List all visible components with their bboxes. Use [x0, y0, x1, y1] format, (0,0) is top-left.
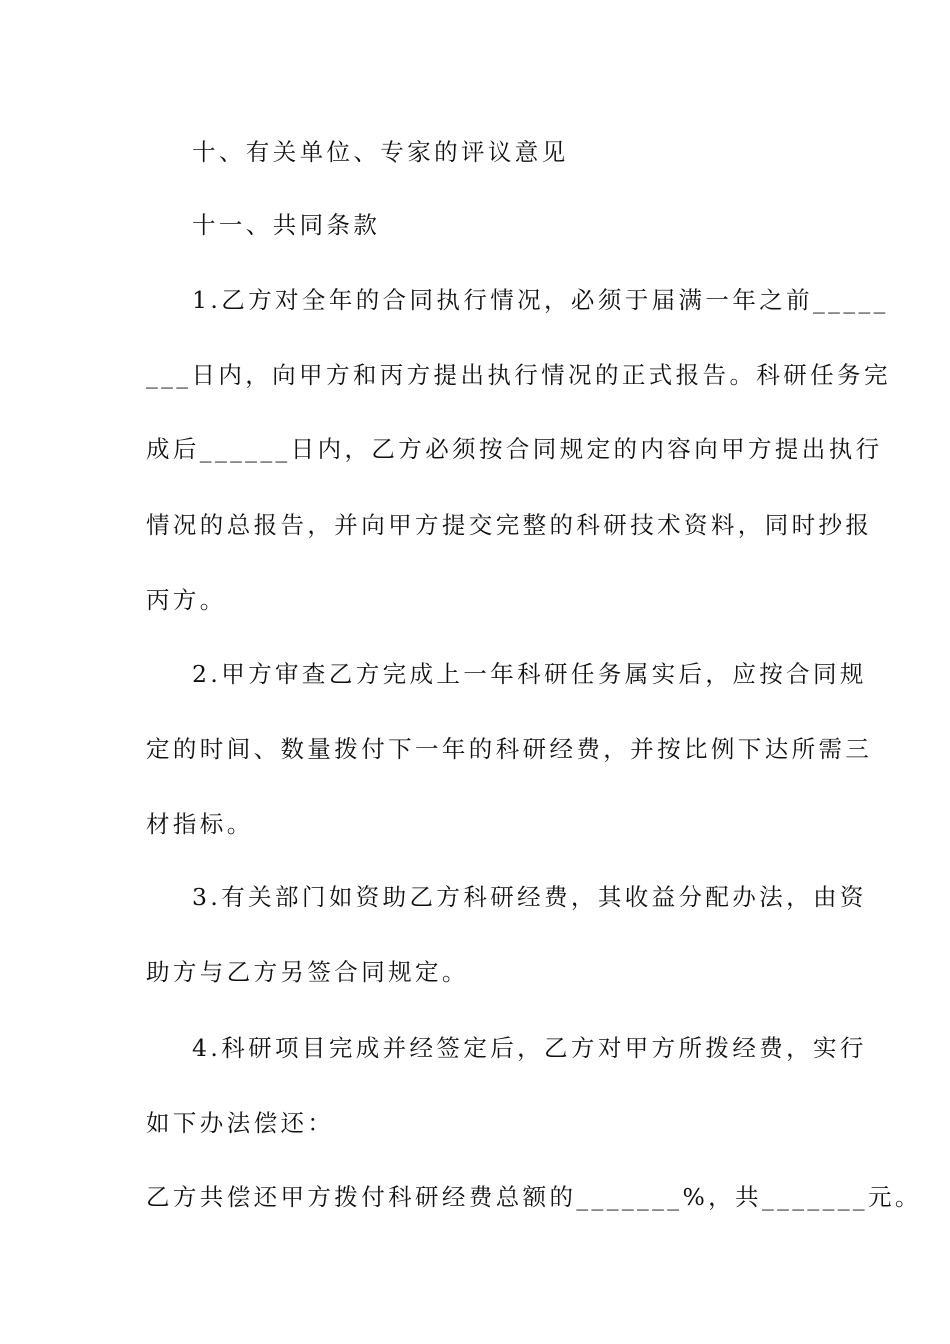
paragraph-line: 如下办法偿还：: [146, 1109, 335, 1137]
paragraph-line: 丙方。: [146, 586, 227, 614]
paragraph-line: 4.科研项目完成并经签定后，乙方对甲方所拨经费，实行: [192, 1034, 867, 1062]
paragraph-line: 定的时间、数量拨付下一年的科研经费，并按比例下达所需三: [146, 735, 873, 763]
paragraph-line: 助方与乙方另签合同规定。: [146, 958, 469, 986]
paragraph-line: 1.乙方对全年的合同执行情况，必须于届满一年之前_____: [192, 286, 889, 314]
paragraph-line: ___日内，向甲方和丙方提出执行情况的正式报告。科研任务完: [146, 361, 891, 389]
section-heading-11: 十一、共同条款: [192, 211, 381, 239]
paragraph-line: 乙方共偿还甲方拨付科研经费总额的_______%，共_______元。: [146, 1183, 922, 1211]
section-heading-10: 十、有关单位、专家的评议意见: [192, 138, 569, 166]
paragraph-line: 材指标。: [146, 810, 254, 838]
paragraph-line: 3.有关部门如资助乙方科研经费，其收益分配办法，由资: [192, 883, 867, 911]
paragraph-line: 情况的总报告，并向甲方提交完整的科研技术资料，同时抄报: [146, 511, 873, 539]
paragraph-line: 成后______日内，乙方必须按合同规定的内容向甲方提出执行: [146, 435, 883, 463]
paragraph-line: 2.甲方审查乙方完成上一年科研任务属实后，应按合同规: [192, 660, 867, 688]
